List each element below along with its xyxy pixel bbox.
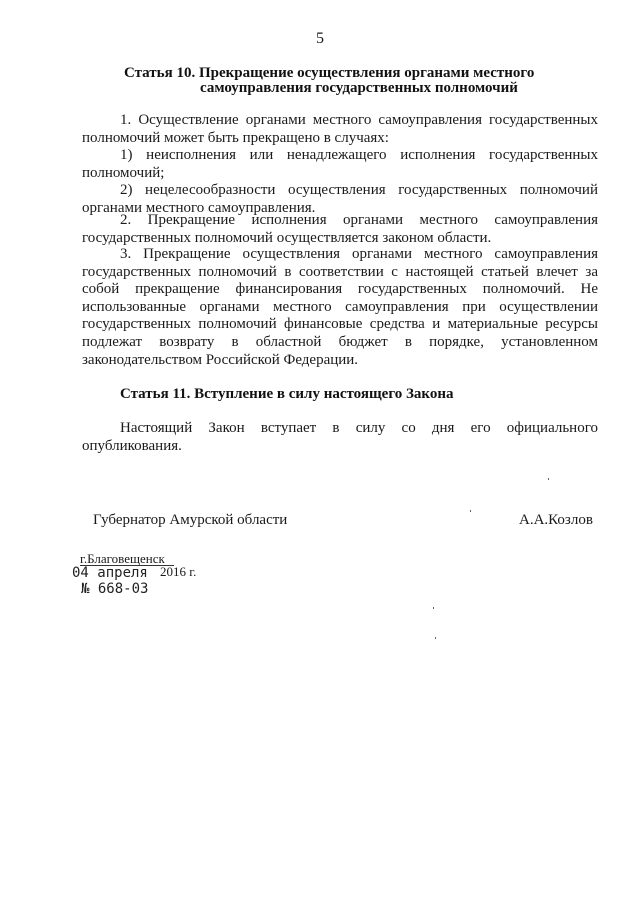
article-10-paragraph-4 xyxy=(82,212,598,247)
text-line: государственных полномочий финансовые средства и материальные ресурсы xyxy=(82,316,598,333)
signature-name: А.А.Козлов xyxy=(519,512,593,528)
article-10-paragraph-2 xyxy=(82,147,598,182)
stamp-city: г.Благовещенск xyxy=(80,551,165,566)
stamp-number: № 668-03 xyxy=(81,581,149,597)
text-line: полномочий; xyxy=(82,164,165,181)
scan-speck xyxy=(548,478,549,480)
text-line: 1. Осуществление органами местного самоуправления государственных xyxy=(120,112,598,128)
registration-stamp xyxy=(72,551,212,599)
article-11-heading: Статья 11. Вступление в силу настоящего Закона xyxy=(120,386,454,402)
article-11-paragraph-1 xyxy=(82,420,598,455)
text-line: государственных полномочий осуществляется законом области. xyxy=(82,229,492,246)
stamp-date: 04 апреля xyxy=(72,565,148,581)
text-line: законодательством Российской Федерации. xyxy=(82,351,359,368)
text-line: 2. Прекращение исполнения органами местного самоуправления xyxy=(120,212,598,228)
text-line: 2) нецелесообразности осуществления государственных полномочий xyxy=(120,182,598,198)
article-10-paragraph-1 xyxy=(82,112,598,147)
text-line: опубликования. xyxy=(82,437,182,454)
text-line: собой прекращение финансирования государственных полномочий. Не xyxy=(82,281,598,298)
text-line: 3. Прекращение осуществления органами местного самоуправления xyxy=(120,246,598,262)
page-number: 5 xyxy=(316,30,324,47)
article-10-paragraph-5 xyxy=(82,246,598,369)
signature-title: Губернатор Амурской области xyxy=(93,512,288,528)
text-line: использованные органами местного самоуправления при осуществлении xyxy=(82,298,598,315)
text-line: полномочий может быть прекращено в случаях: xyxy=(82,129,389,146)
text-line: подлежат возврату в областной бюджет в порядке, установленном xyxy=(82,333,598,350)
text-line: государственных полномочий в соответствии с настоящей статьей влечет за xyxy=(82,263,598,280)
text-line: 1) неисполнения или ненадлежащего исполнения государственных xyxy=(120,147,598,163)
article-10-heading-line-1: Статья 10. Прекращение осуществления органами местного xyxy=(124,65,535,81)
scan-speck xyxy=(470,510,471,512)
scan-speck xyxy=(435,637,436,639)
stamp-year: 2016 г. xyxy=(160,564,197,579)
scan-speck xyxy=(433,607,434,609)
text-line: Настоящий Закон вступает в силу со дня его официального xyxy=(120,420,598,436)
text-line: органами местного самоуправления. xyxy=(82,199,316,216)
article-10-heading-line-2: самоуправления государственных полномочий xyxy=(200,80,518,96)
